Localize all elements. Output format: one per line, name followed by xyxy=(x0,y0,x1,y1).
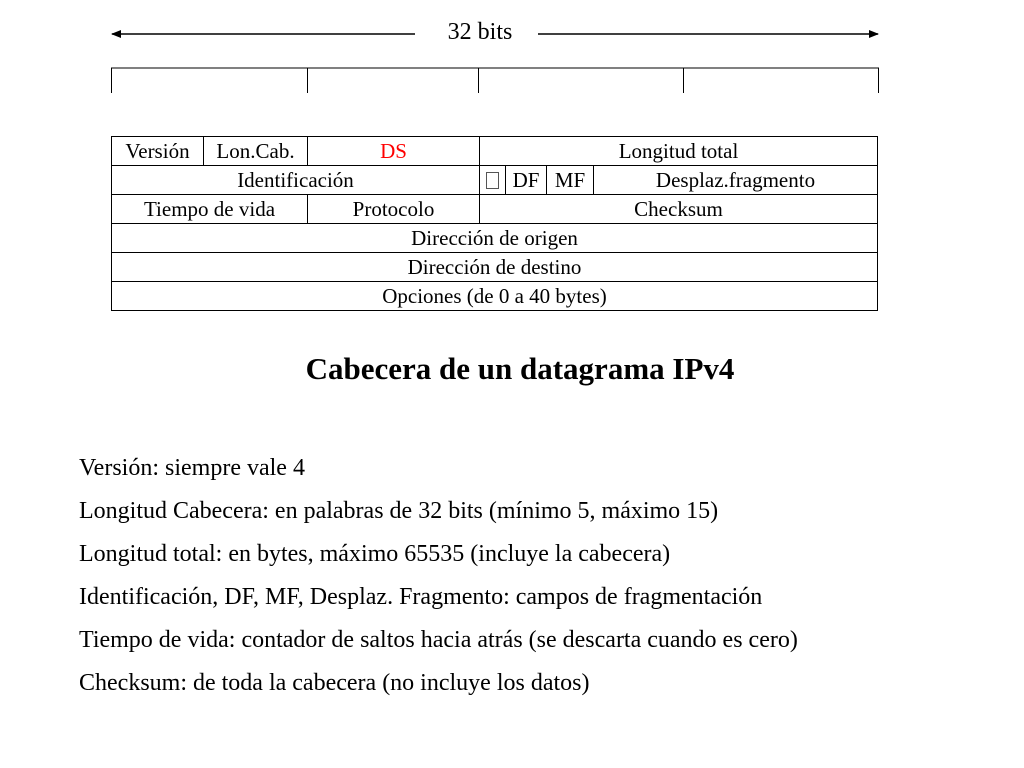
field-protocol: Protocolo xyxy=(308,195,480,224)
diagram-title: Cabecera de un datagrama IPv4 xyxy=(305,351,735,386)
field-fragment-offset: Desplaz.fragmento xyxy=(594,166,878,195)
field-identification: Identificación xyxy=(112,166,480,195)
bit-width-ruler xyxy=(0,0,1024,100)
ipv4-header-table xyxy=(111,136,878,311)
header-row-options xyxy=(112,282,878,311)
header-row-destination xyxy=(112,253,878,282)
field-version: Versión xyxy=(112,137,204,166)
field-total-length: Longitud total xyxy=(480,137,878,166)
note-item: Longitud Cabecera: en palabras de 32 bits (mínimo 5, máximo 15) xyxy=(79,498,719,524)
field-mf-flag: MF xyxy=(547,166,594,195)
field-destination-address: Dirección de destino xyxy=(112,253,878,282)
field-header-length: Lon.Cab. xyxy=(204,137,308,166)
header-row-fragmentation xyxy=(112,166,878,195)
field-ds: DS xyxy=(308,137,480,166)
note-item: Longitud total: en bytes, máximo 65535 (incluye la cabecera) xyxy=(79,541,671,567)
note-item: Versión: siempre vale 4 xyxy=(79,455,305,481)
field-ttl: Tiempo de vida xyxy=(112,195,308,224)
empty-box-icon xyxy=(486,172,499,189)
field-notes-list xyxy=(79,447,798,705)
header-row-ttl-protocol xyxy=(112,195,878,224)
bit-width-label: 32 bits xyxy=(447,19,513,45)
header-row-version-length xyxy=(112,137,878,166)
note-item: Tiempo de vida: contador de saltos hacia atrás (se descarta cuando es cero) xyxy=(79,627,798,653)
field-df-flag: DF xyxy=(506,166,547,195)
field-reserved-flag xyxy=(480,166,506,195)
field-source-address: Dirección de origen xyxy=(112,224,878,253)
field-options: Opciones (de 0 a 40 bytes) xyxy=(112,282,878,311)
header-row-source xyxy=(112,224,878,253)
note-item: Identificación, DF, MF, Desplaz. Fragmento: campos de fragmentación xyxy=(79,584,763,610)
field-checksum: Checksum xyxy=(480,195,878,224)
byte-ruler xyxy=(111,68,879,93)
note-item: Checksum: de toda la cabecera (no incluye los datos) xyxy=(79,670,590,696)
ruler-graphic xyxy=(0,0,1024,100)
